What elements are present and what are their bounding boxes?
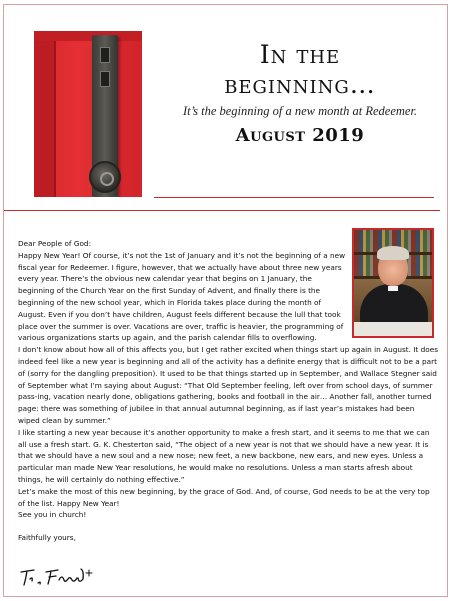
door-trim: [34, 31, 142, 41]
subtitle: It’s the beginning of a new month at Redeemer.: [182, 104, 418, 118]
paragraph-3: I like starting a new year because it’s another opportunity to make a fresh start, and it seems to me that we can all use a fresh start. G. K. Chesterton said, “The object of a new year is not that we should have a new year. It is that we should have a new soul and a new nose; new feet, a new backbone, new ears, and new eyes. Unless a particular man made New Year resolutions, he would make no resolutions. Unless a man starts afresh about things, he will certainly do nothing effective.”: [18, 427, 430, 484]
title-line-2: beginning…: [224, 70, 376, 99]
salutation: Dear People of God:: [18, 239, 92, 248]
signature-image: [18, 566, 98, 588]
title-line-1: In the: [259, 40, 341, 69]
paragraph-1: Happy New Year! Of course, it’s not the 1st of January and it’s not the beginning of a new fiscal year for Redeemer. I figure, however, that we actually have about three new years every year. There’s the obvious new calendar year that begins on 1 January, the beginning of the Church Year on the first Sunday of Advent, and finally there is the beginning of the new school year, which in Florida takes place during the month of August. Even if you don’t have children, August feels different because the lull that took place over the summer is over. Vacations are over, traffic is heavier, the programming of various organizations starts up again, and the parish calendar fills to overflowing.: [18, 250, 346, 343]
issue-date: August 2019: [235, 125, 365, 146]
paragraph-4: Let’s make the most of this new beginning, by the grace of God. And, of course, God needs to be at the very top of the list. Happy New Year!: [18, 486, 430, 508]
paragraph-5: See you in church!: [18, 510, 87, 520]
section-divider: [4, 210, 440, 211]
door-knob: [89, 161, 121, 193]
letter-body: [18, 238, 438, 544]
heading-divider: [154, 197, 434, 198]
door-frame: [34, 31, 56, 197]
plate-slot: [100, 47, 110, 63]
paragraph-2: I don’t know about how all of this affects you, but I get rather excited when things start up again in August. It does indeed feel like a new year is beginning and all of the activity has a definite energy that is difficult not to be a part of (sorry for the dangling preposition). It used to be that things started up in September, and Wallace Stegner said of September what I’m saying about August: “That Old September feeling, left over from school days, of summer pass-ing, vacation nearly done, obligations gathering, books and football in the air… Another fall, another turned page: there was something of jubilee in that annual autumnal beginning, as if last year’s mistakes had been wiped clean by summer.”: [18, 345, 438, 425]
plate-slot: [100, 71, 110, 87]
red-door-photo: [34, 31, 142, 197]
newsletter-heading: [160, 40, 440, 146]
closing: Faithfully yours,: [18, 533, 76, 543]
